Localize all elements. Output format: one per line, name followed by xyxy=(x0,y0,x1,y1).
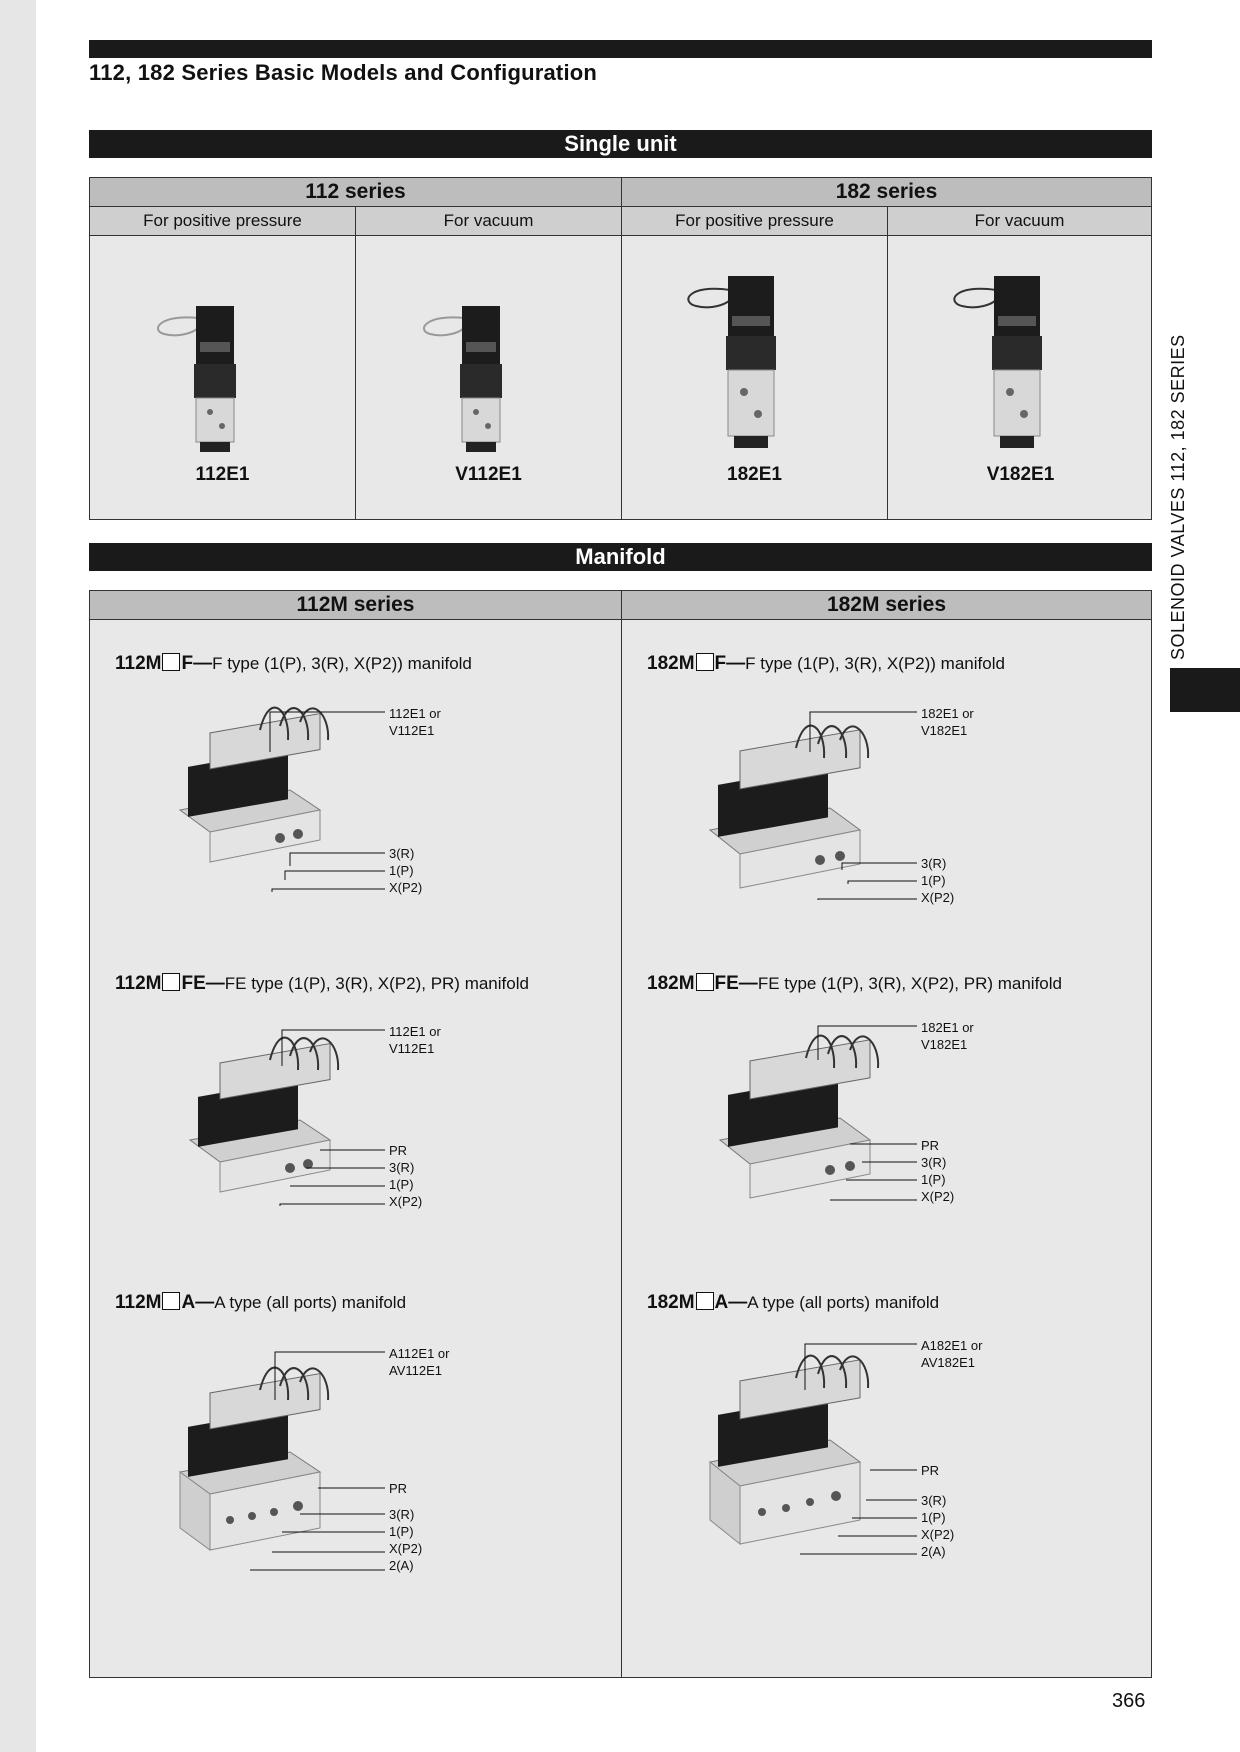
callout-valve-model: 182E1 or V182E1 xyxy=(921,1020,974,1052)
sub-header-182-vacuum: For vacuum xyxy=(888,207,1151,236)
manifold-title-112M-F: 112M F—F type (1(P), 3(R), X(P2)) manifold xyxy=(115,653,472,674)
page-title: 112, 182 Series Basic Models and Configuration xyxy=(89,60,598,85)
manifold-title-112M-A: 112M A—A type (all ports) manifold xyxy=(115,1292,407,1313)
sub-header-112-vacuum: For vacuum xyxy=(356,207,621,236)
series-182-header: 182 series xyxy=(622,178,1151,207)
model-name: V112E1 xyxy=(455,464,522,485)
callout-ports: 3(R) 1(P) X(P2) xyxy=(921,856,955,905)
model-name: 182E1 xyxy=(727,464,782,485)
callout-ports: PR 3(R) 1(P) X(P2) 2(A) xyxy=(921,1463,955,1559)
series-182M-header: 182M series xyxy=(622,591,1151,620)
callout-valve-model: 182E1 or V182E1 xyxy=(921,706,974,738)
manifold-title-182M-F: 182M F—F type (1(P), 3(R), X(P2)) manifold xyxy=(647,653,1005,674)
side-section-label: SOLENOID VALVES 112, 182 SERIES xyxy=(1168,334,1188,660)
callout-ports: PR 3(R) 1(P) X(P2) 2(A) xyxy=(389,1481,423,1573)
sub-header-182-positive: For positive pressure xyxy=(622,207,887,236)
series-112M-header: 112M series xyxy=(90,591,621,620)
sub-header-112-positive: For positive pressure xyxy=(90,207,355,236)
side-tab-marker xyxy=(1170,668,1240,712)
page-number: 366 xyxy=(1112,1690,1146,1712)
series-112-header: 112 series xyxy=(90,178,621,207)
callout-valve-model: 112E1 or V112E1 xyxy=(389,1024,441,1056)
callout-ports: PR 3(R) 1(P) X(P2) xyxy=(389,1143,423,1209)
callout-ports: PR 3(R) 1(P) X(P2) xyxy=(921,1138,955,1204)
model-name: V182E1 xyxy=(986,464,1055,485)
manifold-title-182M-A: 182M A—A type (all ports) manifold xyxy=(647,1292,940,1313)
callout-valve-model: A182E1 or AV182E1 xyxy=(921,1338,983,1370)
manifold-title-182M-FE: 182M FE—FE type (1(P), 3(R), X(P2), PR) manifold xyxy=(647,973,1062,994)
callout-valve-model: A112E1 or AV112E1 xyxy=(389,1346,450,1378)
single-unit-heading: Single unit xyxy=(89,130,1152,158)
manifold-title-112M-FE: 112M FE—FE type (1(P), 3(R), X(P2), PR) manifold xyxy=(115,973,529,994)
callout-ports: 3(R) 1(P) X(P2) xyxy=(389,846,423,895)
callout-valve-model: 112E1 or V112E1 xyxy=(389,706,441,738)
manifold-heading: Manifold xyxy=(89,543,1152,571)
model-name: 112E1 xyxy=(195,464,250,485)
